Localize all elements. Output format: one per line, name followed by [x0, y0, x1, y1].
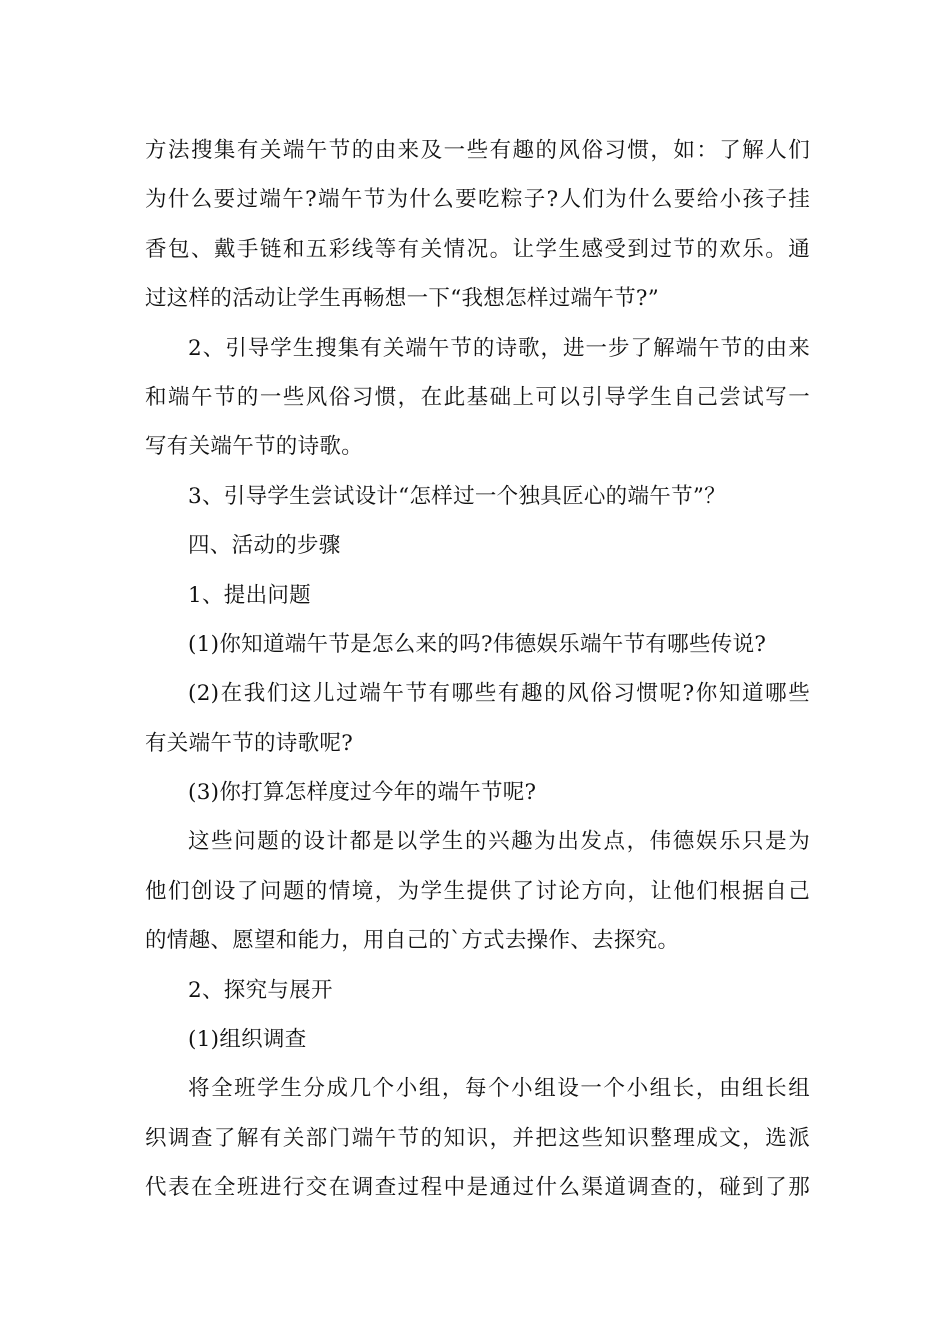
- question-item: (1)你知道端午节是怎么来的吗?伟德娱乐端午节有哪些传说?: [188, 631, 767, 657]
- text-line: 将全班学生分成几个小组，每个小组设一个小组长，由组长组: [188, 1076, 810, 1102]
- text-line: 织调查了解有关部门端午节的知识，并把这些知识整理成文，选派: [145, 1125, 810, 1151]
- subsection-heading: (1)组织调查: [188, 1027, 307, 1053]
- text-line: 代表在全班进行交在调查过程中是通过什么渠道调查的，碰到了那: [145, 1175, 810, 1201]
- text-line: 和端午节的一些风俗习惯，在此基础上可以引导学生自己尝试写一: [145, 384, 810, 410]
- document-body: [145, 126, 810, 1213]
- text-line: 3、引导学生尝试设计“怎样过一个独具匠心的端午节”？: [188, 483, 726, 509]
- text-line: 2、引导学生搜集有关端午节的诗歌，进一步了解端午节的由来: [188, 335, 810, 361]
- text-line: 写有关端午节的诗歌。: [145, 434, 364, 460]
- question-item: (2)在我们这儿过端午节有哪些有趣的风俗习惯呢?你知道哪些: [188, 681, 810, 707]
- text-line: 这些问题的设计都是以学生的兴趣为出发点，伟德娱乐只是为: [188, 829, 810, 855]
- text-line: 他们创设了问题的情境，为学生提供了讨论方向，让他们根据自己: [145, 878, 810, 904]
- text-line: 的情趣、愿望和能力，用自己的`方式去操作、去探究。: [145, 928, 680, 954]
- question-item: (3)你打算怎样度过今年的端午节呢?: [188, 780, 537, 806]
- subsection-heading: 2、探究与展开: [188, 977, 333, 1003]
- section-heading: 四、活动的步骤: [188, 533, 341, 559]
- text-line: 香包、戴手链和五彩线等有关情况。让学生感受到过节的欢乐。通: [145, 236, 810, 262]
- text-line: 过这样的活动让学生再畅想一下“我想怎样过端午节?”: [145, 286, 660, 312]
- text-line: 有关端午节的诗歌呢?: [145, 730, 354, 756]
- text-line: 为什么要过端午?端午节为什么要吃粽子?人们为什么要给小孩子挂: [145, 187, 810, 213]
- text-line: 方法搜集有关端午节的由来及一些有趣的风俗习惯，如：了解人们: [145, 138, 810, 163]
- subsection-heading: 1、提出问题: [188, 582, 311, 608]
